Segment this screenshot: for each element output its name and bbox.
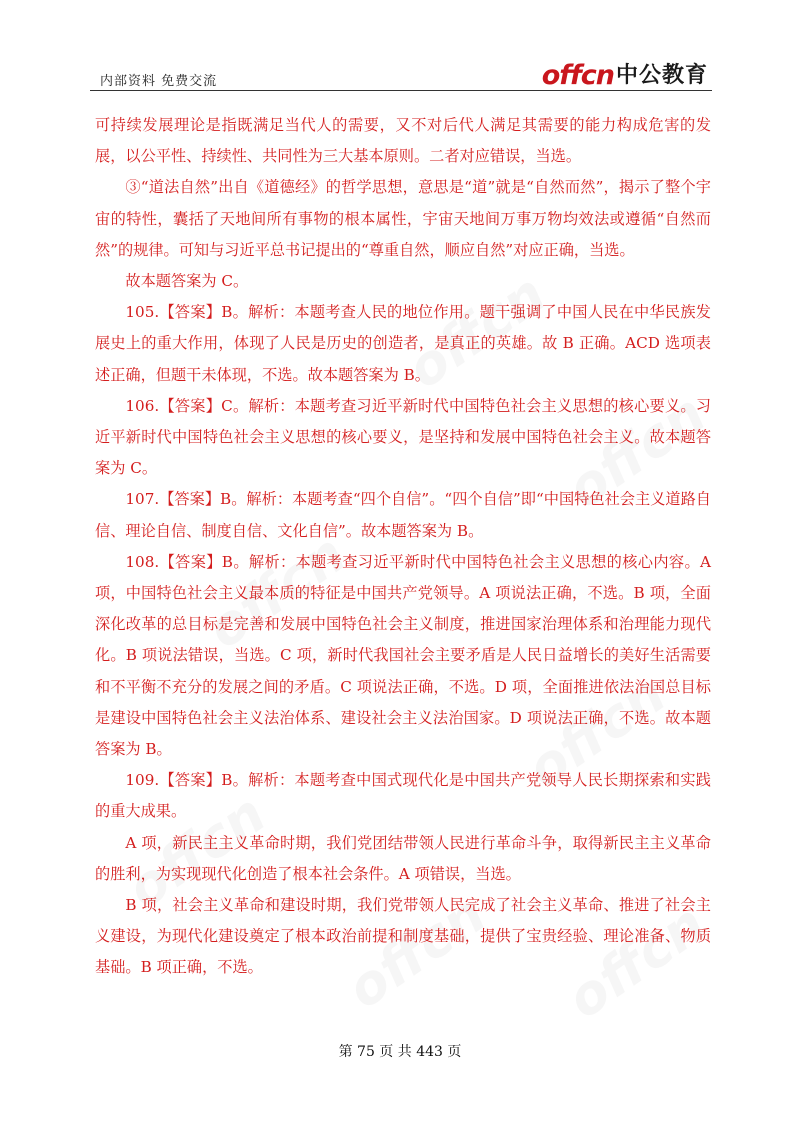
paragraph: B 项，社会主义革命和建设时期，我们党带领人民完成了社会主义革命、推进了社会主义建设，为现代化建设奠定了根本政治前提和制度基础，提供了宝贵经验、理论准备、物质基础。B 项正确，不选。 <box>95 896 711 977</box>
paragraph: 106.【答案】C。解析：本题考查习近平新时代中国特色社会主义思想的核心要义。习近平新时代中国特色社会主义思想的核心要义，是坚持和发展中国特色社会主义。故本题答案为 C。 <box>95 396 711 478</box>
paragraph: 109.【答案】B。解析：本题考查中国式现代化是中国共产党领导人民长期探索和实践的重大成果。 <box>95 771 711 821</box>
paragraph: 108.【答案】B。解析：本题考查习近平新时代中国特色社会主义思想的核心内容。A 项，中国特色社会主义最本质的特征是中国共产党领导。A 项说法正确，不选。B 项，全面深化改革的总目标是完善和发展中国特色社会主义制度，推进国家治理体系和治理能力现代化。B 项说法错误，当选。C 项，新时代我国社会主要矛盾是人民日益增长的美好生活需要和不平衡不充分的发展之间的矛盾。C 项说法正确，不选。D 项，全面推进依法治国总目标是建设中国特色社会主义法治体系、建设社会主义法治国家。D 项说法正确，不选。故本题答案为 B。 <box>95 552 711 759</box>
paragraph: 107.【答案】B。解析：本题考查“四个自信”。“四个自信”即“中国特色社会主义道路自信、理论自信、制度自信、文化自信”。故本题答案为 B。 <box>95 490 711 540</box>
page-number: 第 75 页 共 443 页 <box>338 1044 462 1060</box>
paragraph: A 项，新民主主义革命时期，我们党团结带领人民进行革命斗争，取得新民主主义革命的胜利，为实现现代化创造了根本社会条件。A 项错误，当选。 <box>95 833 711 883</box>
paragraph: 105.【答案】B。解析：本题考查人民的地位作用。题干强调了中国人民在中华民族发展史上的重大作用，体现了人民是历史的创造者，是真正的英雄。故 B 正确。ACD 选项表述正确，但题干未体现，不选。故本题答案为 B。 <box>95 303 711 384</box>
document-body <box>95 110 711 984</box>
logo-latin-text: offcn <box>541 60 614 91</box>
offcn-logo <box>542 60 708 90</box>
header-left-label: 内部资料 免费交流 <box>100 74 218 89</box>
paragraph: 故本题答案为 C。 <box>125 272 249 291</box>
paragraph: 可持续发展理论是指既满足当代人的需要，又不对后代人满足其需要的能力构成危害的发展，以公平性、持续性、共同性为三大基本原则。二者对应错误，当选。 <box>95 116 711 166</box>
header-divider <box>90 90 712 91</box>
paragraph: ③“道法自然”出自《道德经》的哲学思想，意思是“道”就是“自然而然”，揭示了整个宇宙的特性，囊括了天地间所有事物的根本属性，宇宙天地间万事万物均效法或遵循“自然而然”的规律。可知与习近平总书记提出的“尊重自然，顺应自然”对应正确，当选。 <box>95 178 711 259</box>
logo-cn-text: 中公教育 <box>615 63 708 88</box>
page-header <box>90 58 712 92</box>
